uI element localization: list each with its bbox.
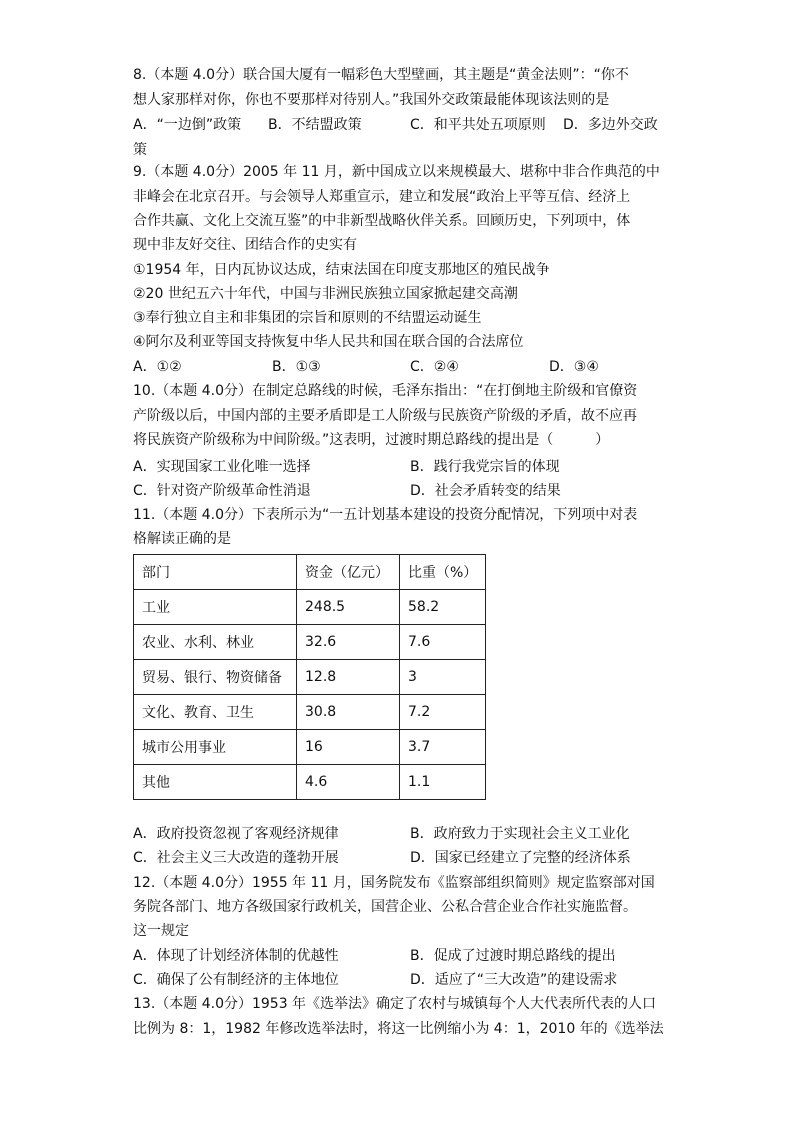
option-b: B．践行我党宗旨的体现 xyxy=(410,459,560,475)
table-cell: 农业、水利、林业 xyxy=(134,625,297,660)
question-text-line: 12.（本题 4.0分）1955 年 11 月，国务院发布《监察部组织简则》规定监察部对国 xyxy=(133,875,655,891)
table-cell: 7.2 xyxy=(400,695,486,730)
option-a: A．①② xyxy=(133,359,182,375)
table-cell: 其他 xyxy=(134,765,297,800)
table-row xyxy=(134,625,486,660)
option-d: D．国家已经建立了完整的经济体系 xyxy=(410,850,631,866)
table-cell: 12.8 xyxy=(297,660,400,695)
investment-table xyxy=(133,554,486,800)
option-b: B．不结盟政策 xyxy=(268,117,362,133)
option-c: C．社会主义三大改造的蓬勃开展 xyxy=(133,850,339,866)
table-cell: 3.7 xyxy=(400,730,486,765)
table-cell: 248.5 xyxy=(297,590,400,625)
option-d: D．③④ xyxy=(549,359,599,375)
table-row xyxy=(134,590,486,625)
question-text-line: 10.（本题 4.0分）在制定总路线的时候，毛泽东指出：“在打倒地主阶级和官僚资 xyxy=(133,383,638,399)
question-text-line: 务院各部门、地方各级国家行政机关，国营企业、公私合营企业合作社实施监督。 xyxy=(133,899,637,915)
table-cell: 3 xyxy=(400,660,486,695)
table-cell: 1.1 xyxy=(400,765,486,800)
table-cell: 工业 xyxy=(134,590,297,625)
option-a: A．实现国家工业化唯一选择 xyxy=(133,459,311,475)
question-text-line: 将民族资产阶级称为中间阶级。”这表明，过渡时期总路线的提出是（ ） xyxy=(133,432,610,448)
question-text-line: 这一规定 xyxy=(133,923,189,939)
table-cell: 32.6 xyxy=(297,625,400,660)
option-b: B．①③ xyxy=(272,359,321,375)
option-d-wrap: 策 xyxy=(133,142,147,158)
question-text-line: 现中非友好交往、团结合作的史实有 xyxy=(133,237,357,253)
question-text-line: 8.（本题 4.0分）联合国大厦有一幅彩色大型壁画，其主题是“黄金法则”：“你不 xyxy=(133,67,629,83)
table-row xyxy=(134,660,486,695)
table-header-cell: 比重（%） xyxy=(400,555,486,590)
statement-4: ④阿尔及利亚等国支持恢复中华人民共和国在联合国的合法席位 xyxy=(133,334,524,350)
option-a: A．体现了计划经济体制的优越性 xyxy=(133,948,339,964)
table-cell: 30.8 xyxy=(297,695,400,730)
table-cell: 7.6 xyxy=(400,625,486,660)
statement-3: ③奉行独立自主和非集团的宗旨和原则的不结盟运动诞生 xyxy=(133,310,482,326)
option-d: D．多边外交政 xyxy=(563,117,658,133)
option-c: C．确保了公有制经济的主体地位 xyxy=(133,972,339,988)
question-text-line: 格解读正确的是 xyxy=(133,531,231,547)
table-cell: 16 xyxy=(297,730,400,765)
option-b: B．政府致力于实现社会主义工业化 xyxy=(410,826,630,842)
question-text-line: 产阶级以后，中国内部的主要矛盾即是工人阶级与民族资产阶级的矛盾，故不应再 xyxy=(133,408,637,424)
question-text-line: 非峰会在北京召开。与会领导人郑重宣示，建立和发展“政治上平等互信、经济上 xyxy=(133,189,631,205)
option-d: D．适应了“三大改造”的建设需求 xyxy=(410,972,618,988)
option-c: C．和平共处五项原则 xyxy=(410,117,546,133)
statement-1: ①1954 年，日内瓦协议达成，结束法国在印度支那地区的殖民战争 xyxy=(133,262,550,278)
question-text-line: 13.（本题 4.0分）1953 年《选举法》确定了农村与城镇每个人大代表所代表的人口 xyxy=(133,996,657,1012)
option-d: D．社会矛盾转变的结果 xyxy=(410,483,561,499)
option-b: B．促成了过渡时期总路线的提出 xyxy=(410,948,616,964)
question-text-line: 11.（本题 4.0分）下表所示为“一五计划基本建设的投资分配情况，下列项中对表 xyxy=(133,507,638,523)
table-row xyxy=(134,730,486,765)
table-header-row xyxy=(134,555,486,590)
option-a: A．政府投资忽视了客观经济规律 xyxy=(133,826,339,842)
option-c: C．针对资产阶级革命性消退 xyxy=(133,483,311,499)
option-a: A．“一边倒”政策 xyxy=(133,117,242,133)
table-cell: 贸易、银行、物资储备 xyxy=(134,660,297,695)
table-cell: 城市公用事业 xyxy=(134,730,297,765)
table-row xyxy=(134,765,486,800)
question-text-line: 9.（本题 4.0分）2005 年 11 月，新中国成立以来规模最大、堪称中非合作典范的中 xyxy=(133,164,660,180)
table-cell: 58.2 xyxy=(400,590,486,625)
table-row xyxy=(134,695,486,730)
question-text-line: 合作共赢、文化上交流互鉴”的中非新型战略伙伴关系。回顾历史，下列项中，体 xyxy=(133,213,631,229)
table-header-cell: 部门 xyxy=(134,555,297,590)
question-text-line: 比例为 8：1，1982 年修改选举法时，将这一比例缩小为 4：1，2010 年的《选举法 xyxy=(133,1021,664,1037)
option-c: C．②④ xyxy=(410,359,459,375)
table-header-cell: 资金（亿元） xyxy=(297,555,400,590)
table-cell: 4.6 xyxy=(297,765,400,800)
statement-2: ②20 世纪五六十年代，中国与非洲民族独立国家掀起建交高潮 xyxy=(133,286,518,302)
question-text-line: 想人家那样对你，你也不要那样对待别人。”我国外交政策最能体现该法则的是 xyxy=(133,92,610,108)
table-cell: 文化、教育、卫生 xyxy=(134,695,297,730)
